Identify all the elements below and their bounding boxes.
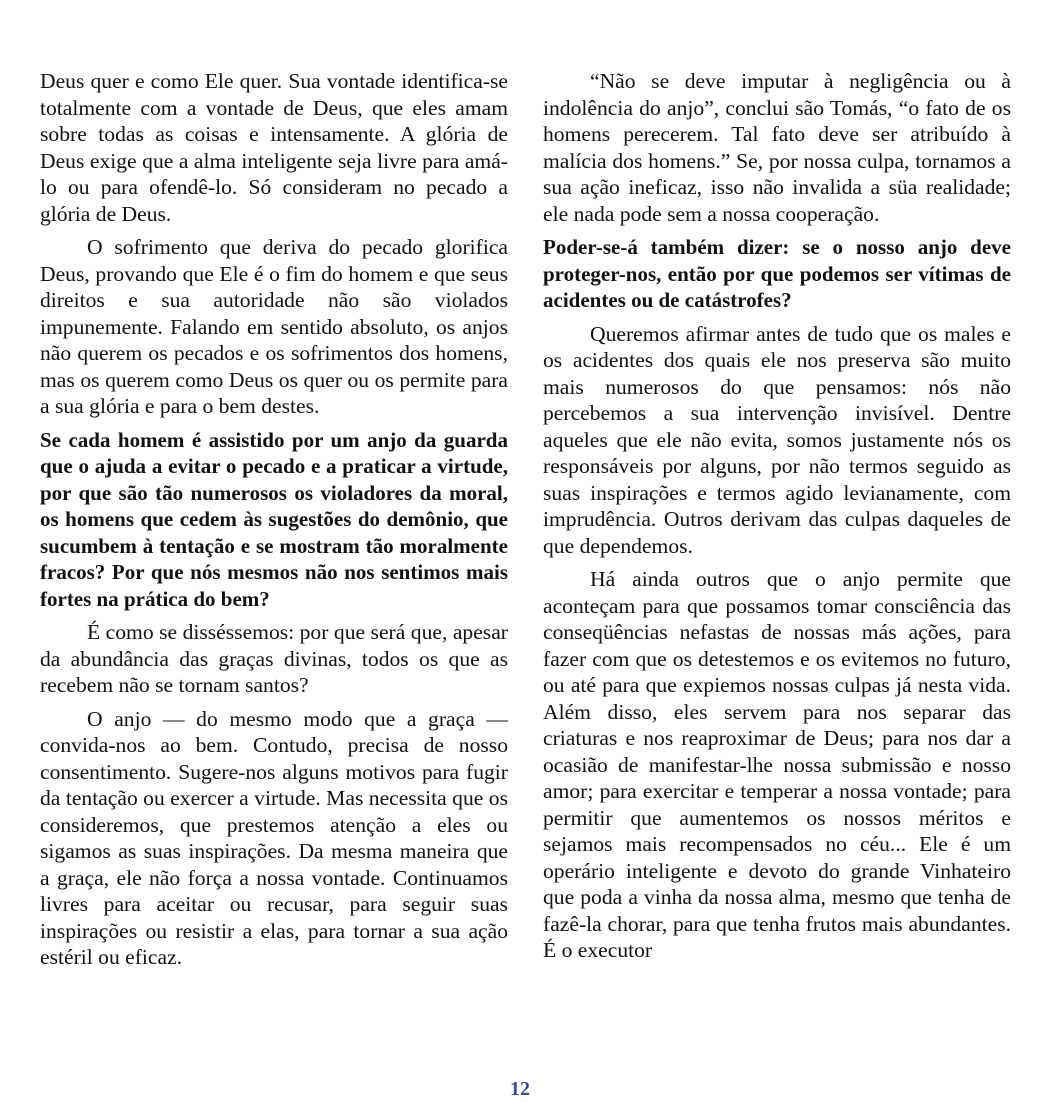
left-paragraph-3: É como se disséssemos: por que será que, apesar da abundância das graças divinas, todos os que as recebem não se tornam santos? bbox=[40, 620, 508, 697]
left-column bbox=[40, 68, 508, 978]
left-paragraph-2: O sofrimento que deriva do pecado glorifica Deus, provando que Ele é o fim do homem e que seus direitos e sua autoridade não são violados impunemente. Falando em sentido absoluto, os anjos não querem os pecados e os sofrimentos dos homens, mas os querem como Deus os quer ou os permite para a sua glória e para o bem destes. bbox=[40, 235, 508, 418]
left-paragraph-1: Deus quer e como Ele quer. Sua vontade identifica-se totalmente com a vontade de Deus, que eles amam sobre todas as coisas e intensamente. A glória de Deus exige que a alma inteligente seja livre para amá-lo ou para ofendê-lo. Só consideram no pecado a glória de Deus. bbox=[40, 69, 508, 226]
left-question-heading: Se cada homem é assistido por um anjo da guarda que o ajuda a evitar o pecado e a praticar a virtude, por que são tão numerosos os violadores da moral, os homens que cedem às sugestões do demônio, que sucumbem à tentação e se mostram tão moralmente fracos? Por que nós mesmos não nos sentimos mais fortes na prática do bem? bbox=[40, 427, 508, 611]
right-paragraph-1: “Não se deve imputar à negligência ou à indolência do anjo”, conclui são Tomás, “o fato de os homens perecerem. Tal fato deve ser atribuído à malícia dos homens.” Se, por nossa culpa, tornamos a sua ação ineficaz, isso não invalida a süa realidade; ele nada pode sem a nossa cooperação. bbox=[543, 69, 1011, 226]
right-column bbox=[543, 68, 1011, 971]
right-paragraph-3: Há ainda outros que o anjo permite que aconteçam para que possamos tomar consciência das conseqüências nefastas de nossas más ações, para fazer com que os detestemos e os evitemos no futuro, ou até para que expiemos nossas culpas já nesta vida. Além disso, eles servem para nos separar das criaturas e nos reaproximar de Deus; para nos dar a ocasião de manifestar-lhe nossa submissão e nosso amor; para exercitar e temperar a nossa vontade; para permitir que aumentemos os nossos méritos e sejamos mais recompensados no céu... Ele é um operário inteligente e devoto do grande Vinhateiro que poda a vinha da nossa alma, mesmo que tenha de fazê-la chorar, para que tenha frutos mais abundantes. É o executor bbox=[543, 567, 1011, 962]
page-number: 12 bbox=[510, 1078, 530, 1100]
right-paragraph-2: Queremos afirmar antes de tudo que os males e os acidentes dos quais ele nos preserva são muito mais numerosos do que pensamos: nós não percebemos a sua intervenção invisível. Dentre aqueles que ele não evita, somos justamente nós os responsáveis por alguns, por não termos seguido as suas inspirações e termos agido levianamente, com imprudência. Outros derivam das culpas daqueles de que dependemos. bbox=[543, 321, 1011, 558]
right-question-heading: Poder-se-á também dizer: se o nosso anjo deve proteger-nos, então por que podemos ser vítimas de acidentes ou de catástrofes? bbox=[543, 235, 1011, 312]
left-paragraph-4: O anjo — do mesmo modo que a graça — convida-nos ao bem. Contudo, precisa de nosso consentimento. Sugere-nos alguns motivos para fugir da tentação ou exercer a virtude. Mas necessita que os consideremos, que prestemos atenção a eles ou sigamos as suas inspirações. Da mesma maneira que a graça, ele não força a nossa vontade. Continuamos livres para aceitar ou recusar, para seguir suas inspirações ou resistir a elas, para tornar a sua ação estéril ou eficaz. bbox=[40, 706, 508, 969]
